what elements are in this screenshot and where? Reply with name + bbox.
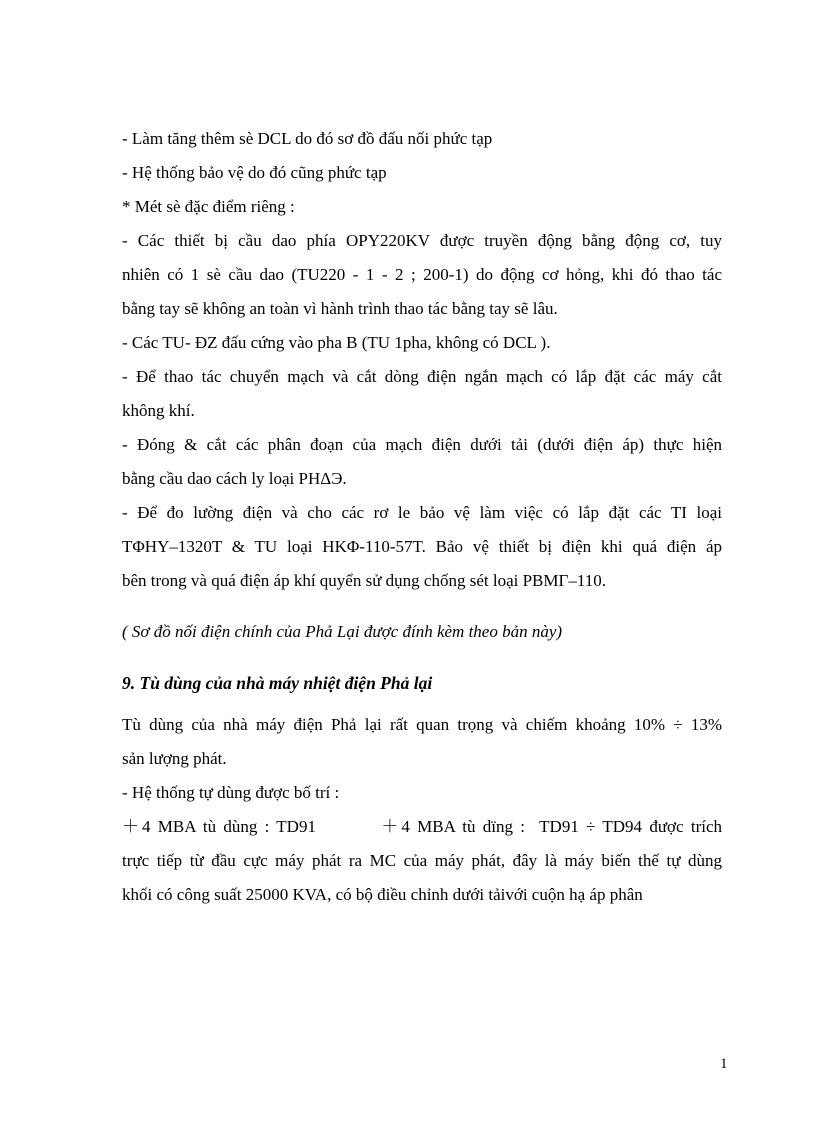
text-line: - Để thao tác chuyển mạch và cắt dòng điện ngắn mạch có lắp đặt các máy cắt	[122, 367, 722, 386]
text-line: - Làm tăng thêm sè DCL do đó sơ đồ đấu nối phức tạp	[122, 129, 493, 148]
page-number: 1	[720, 1056, 728, 1072]
text-line: - Hệ thống tự dùng được bố trí :	[122, 783, 340, 802]
text-line: TΦHY–1320T & TU loại HKΦ-110-57T. Bảo vệ thiết bị điện khi quá điện áp	[122, 537, 722, 556]
text-line: không khí.	[122, 401, 195, 420]
figure-caption: ( Sơ đồ nối điện chính của Phả Lại được đính kèm theo bản này)	[122, 622, 563, 641]
text-line: bằng tay sẽ không an toàn vì hành trình thao tác bằng tay sẽ lâu.	[122, 299, 558, 318]
document-body	[122, 122, 722, 912]
text-line: ＋4 MBA tù dùng : TD91 ＋4 MBA tù dïng : TD91 ÷ TD94 được trích	[122, 817, 722, 836]
text-line: sản lượng phát.	[122, 749, 227, 768]
text-line: bằng cầu dao cách ly loại PHΔЭ.	[122, 469, 347, 488]
section-heading: 9. Tù dùng của nhà máy nhiệt điện Phả lại	[122, 673, 433, 693]
text-line: bên trong và quá điện áp khí quyển sử dụng chống sét loại PBMΓ–110.	[122, 571, 606, 590]
text-line: Tù dùng của nhà máy điện Phả lại rất quan trọng và chiếm khoảng 10% ÷ 13%	[122, 715, 722, 734]
text-line: - Các thiết bị cầu dao phía OPY220KV được truyền động bằng động cơ, tuy	[122, 231, 722, 250]
text-line: trực tiếp từ đầu cực máy phát ra MC của máy phát, đây là máy biến thế tự dùng	[122, 851, 722, 870]
text-line: - Đóng & cắt các phân đoạn của mạch điện dưới tải (dưới điện áp) thực hiện	[122, 435, 722, 454]
text-line: - Để đo lường điện và cho các rơ le bảo vệ làm việc có lắp đặt các TI loại	[122, 503, 722, 522]
text-line: khối có công suất 25000 KVA, có bộ điều chỉnh dưới tảivới cuộn hạ áp phân	[122, 885, 643, 904]
text-line: - Hệ thống bảo vệ do đó cũng phức tạp	[122, 163, 387, 182]
text-line: * Mét sè đặc điểm riêng :	[122, 197, 295, 216]
text-line: nhiên có 1 sè cầu dao (TU220 - 1 - 2 ; 200-1) do động cơ hỏng, khi đó thao tác	[122, 265, 722, 284]
text-line: - Các TU- ĐZ đấu cứng vào pha B (TU 1pha, không có DCL ).	[122, 333, 551, 352]
